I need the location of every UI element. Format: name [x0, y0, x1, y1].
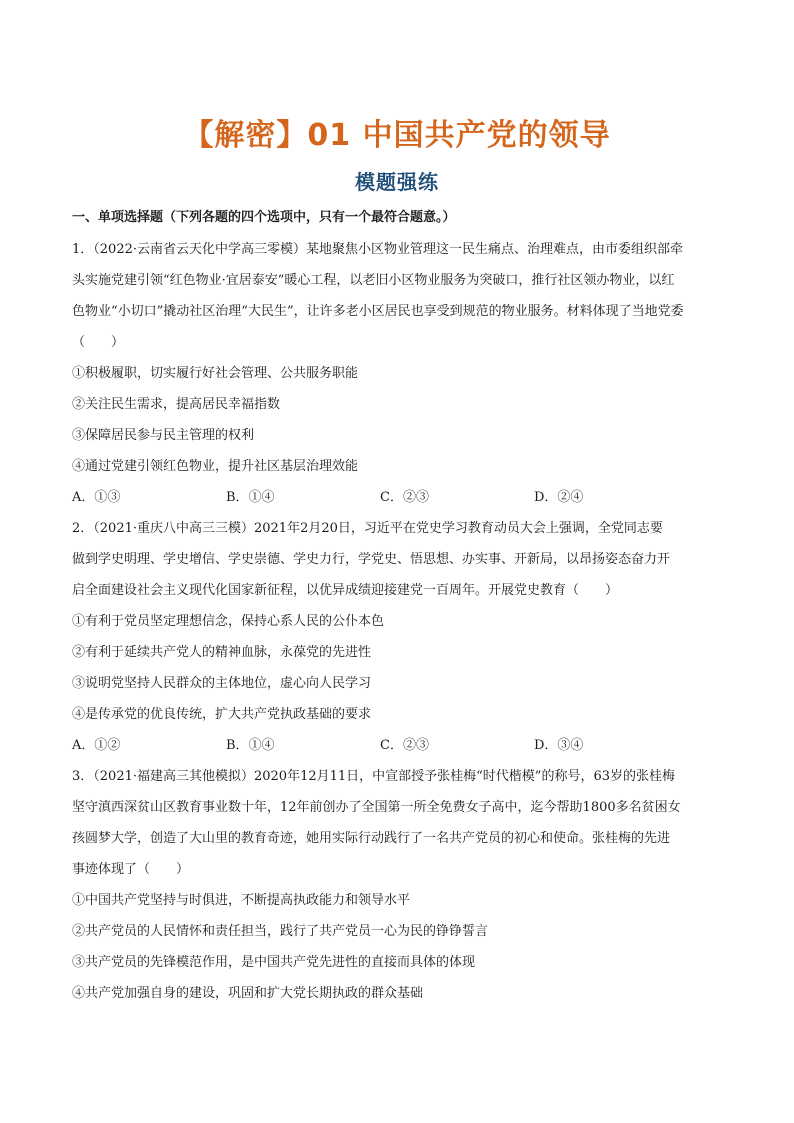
statement-option: ①积极履职，切实履行好社会管理、公共服务职能 [72, 366, 359, 381]
statement-option: ③保障居民参与民主管理的权利 [72, 428, 255, 443]
answer-choices [72, 730, 732, 761]
answer-choice-a: A．①② [72, 738, 121, 753]
statement-option: ③共产党员的先锋模范作用，是中国共产党先进性的直接而具体的体现 [72, 955, 476, 970]
statement-option: ②有利于延续共产党人的精神血脉，永葆党的先进性 [72, 645, 372, 660]
question-stem-line: 孩圆梦大学，创造了大山里的教育奇迹，她用实际行动践行了一名共产党员的初心和使命。张桂梅的先进 [72, 831, 671, 846]
question-3 [72, 761, 732, 1009]
answer-choice-c: C．②③ [380, 738, 429, 753]
answer-choice-b: B．①④ [226, 490, 275, 505]
statement-option: ②共产党员的人民情怀和责任担当，践行了共产党员一心为民的铮铮誓言 [72, 924, 489, 939]
question-stem-line: 1．（2022·云南省云天化中学高三零模）某地聚焦小区物业管理这一民生痛点、治理难点，由市委组织部牵 [72, 242, 683, 257]
question-1 [72, 234, 732, 513]
statement-option: ③说明党坚持人民群众的主体地位，虚心向人民学习 [72, 676, 372, 691]
question-stem-line: 事迹体现了（ ） [72, 862, 190, 877]
answer-choice-d: D．③④ [534, 738, 584, 753]
question-stem-line: 做到学史明理、学史增信、学史崇德、学史力行，学党史、悟思想、办实事、开新局，以昂扬姿态奋力开 [72, 552, 671, 567]
statement-option: ①有利于党员坚定理想信念，保持心系人民的公仆本色 [72, 614, 385, 629]
document-body [72, 208, 732, 1009]
question-stem-line: 坚守滇西深贫山区教育事业数十年，12年前创办了全国第一所全免费女子高中，迄今帮助1800多名贫困女 [72, 800, 681, 815]
answer-choices [72, 482, 732, 513]
answer-choice-d: D．②④ [534, 490, 584, 505]
statement-option: ④通过党建引领红色物业，提升社区基层治理效能 [72, 459, 359, 474]
page-subtitle: 模题强练 [355, 170, 439, 194]
answer-choice-a: A．①③ [72, 490, 121, 505]
answer-choice-b: B．①④ [226, 738, 275, 753]
section-heading: 一、单项选择题（下列各题的四个选项中，只有一个最符合题意。） [72, 210, 456, 225]
statement-option: ④共产党加强自身的建设，巩固和扩大党长期执政的群众基础 [72, 986, 424, 1001]
question-stem-line: 2．（2021·重庆八中高三三模）2021年2月20日，习近平在党史学习教育动员大会上强调，全党同志要 [72, 521, 663, 536]
question-stem-line: 启全面建设社会主义现代化国家新征程，以优异成绩迎接建党一百周年。开展党史教育（ ） [72, 583, 619, 598]
question-2 [72, 513, 732, 761]
question-stem-line: （ ） [72, 335, 125, 350]
statement-option: ①中国共产党坚持与时俱进，不断提高执政能力和领导水平 [72, 893, 411, 908]
question-stem-line: 头实施党建引领“红色物业·宜居泰安”暖心工程，以老旧小区物业服务为突破口，推行社区领办物业，以红 [72, 273, 675, 288]
statement-option: ②关注民生需求，提高居民幸福指数 [72, 397, 281, 412]
answer-choice-c: C．②③ [380, 490, 429, 505]
question-stem-line: 色物业“小切口”撬动社区治理“大民生”，让许多老小区居民也享受到规范的物业服务。材料体现了当地党委 [72, 304, 684, 319]
page-title: 【解密】01 中国共产党的领导 [183, 118, 611, 153]
statement-option: ④是传承党的优良传统，扩大共产党执政基础的要求 [72, 707, 372, 722]
question-stem-line: 3．（2021·福建高三其他模拟）2020年12月11日，中宣部授予张桂梅“时代楷模”的称号，63岁的张桂梅 [72, 769, 675, 784]
